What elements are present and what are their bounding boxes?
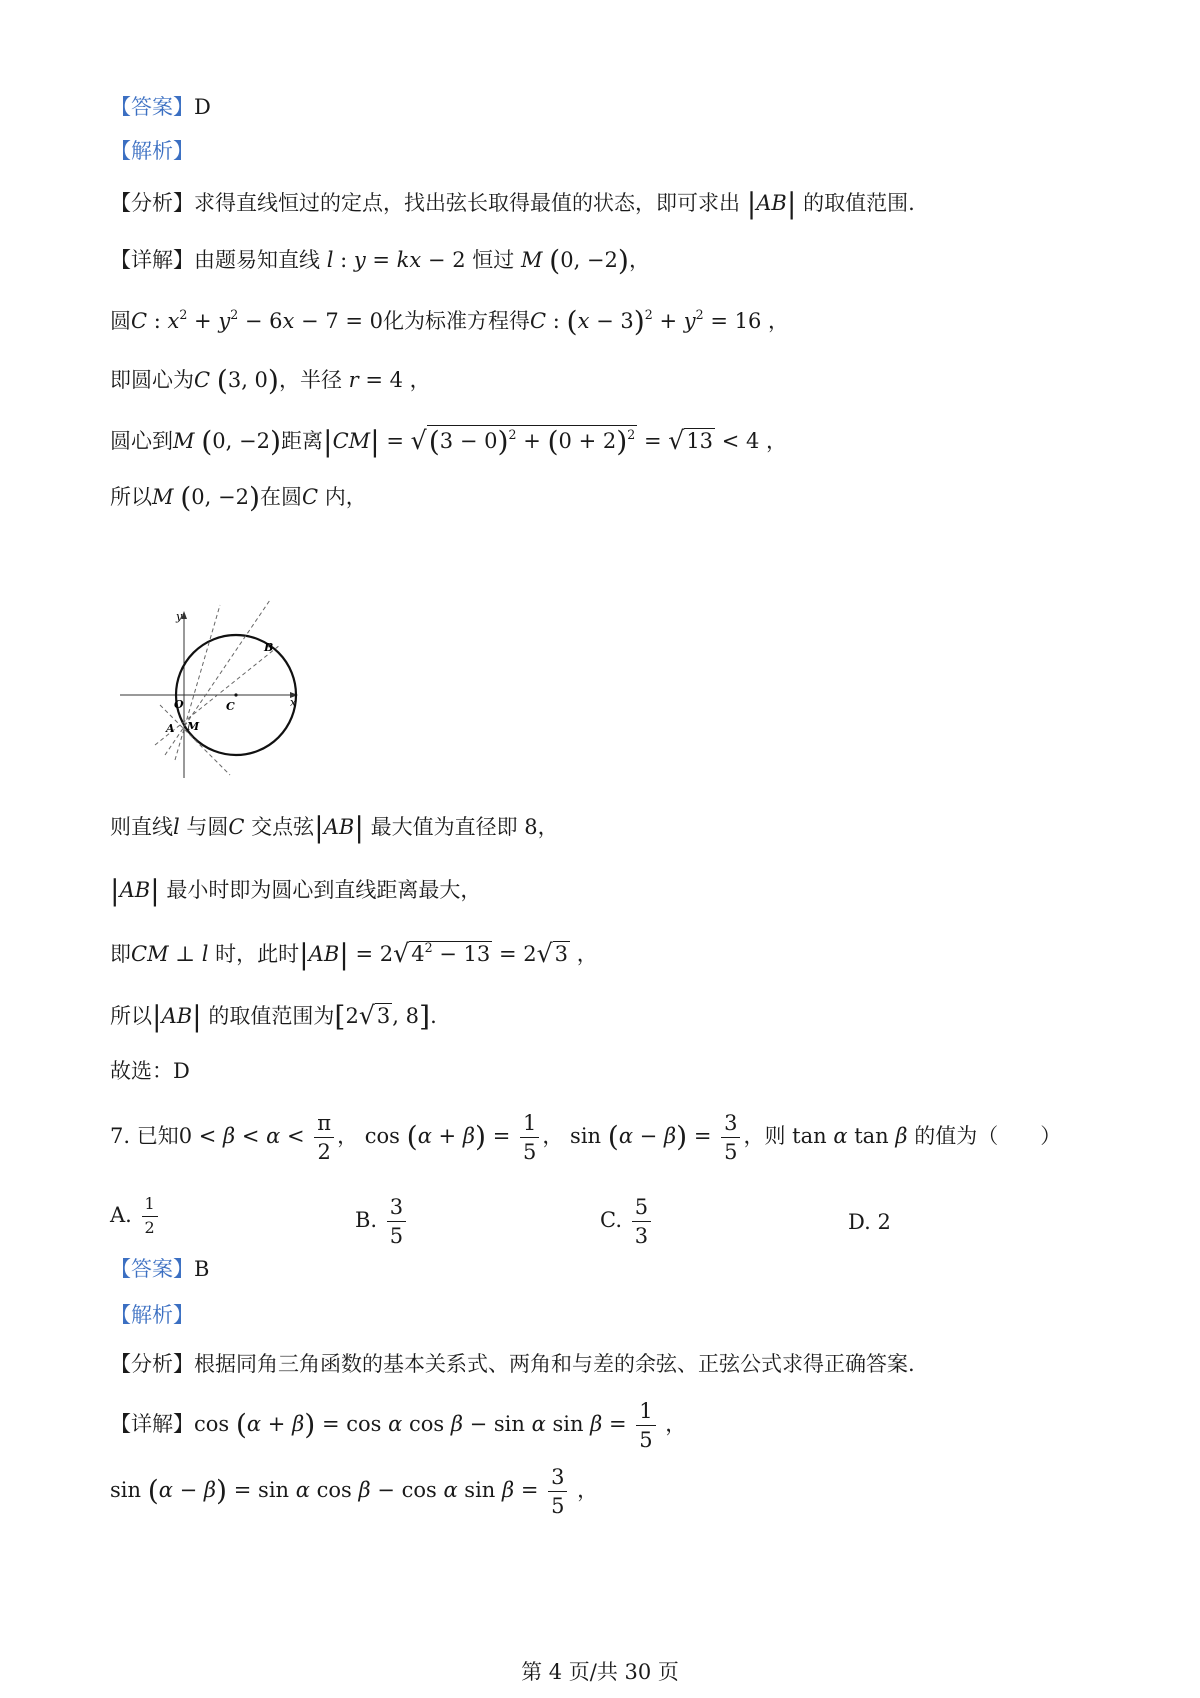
label-b: B xyxy=(264,641,274,654)
point-m-2: M (0, −2) xyxy=(173,425,281,458)
q7-sin-expansion: sin (α − β) = sin α cos β − cos α sin β = $\frac{3}{5}$ ， xyxy=(110,1465,599,1519)
q6-perp-text-2: 时，此时 xyxy=(215,942,300,966)
q6-max-line: 则直线l 与圆C 交点弦|AB| 最大值为直径即 8， xyxy=(110,811,559,844)
line-l-eq: l : y = kx − 2 xyxy=(326,248,466,272)
q6-distance-line xyxy=(110,425,787,456)
q6-dist-text-2: 距离 xyxy=(281,429,323,453)
q7-option-a: A. $\frac{1}{2}$ xyxy=(110,1196,161,1237)
q6-min-text: 最小时即为圆心到直线距离最大， xyxy=(166,878,482,902)
q6-circle-line xyxy=(110,305,789,338)
fenxi-tag-2: 【分析】 xyxy=(110,1352,194,1376)
q7-option-c: C. $\frac{5}{3}$ xyxy=(600,1196,654,1247)
analysis-tag: 【解析】 xyxy=(110,139,194,163)
q7-option-c-label: C. xyxy=(600,1208,622,1233)
circle-diagram xyxy=(120,600,330,795)
point-m: M (0, −2)， xyxy=(520,244,650,277)
q6-inside-text-2: 在圆 xyxy=(260,485,302,509)
q6-detail-text: 由题易知直线 xyxy=(194,248,320,272)
label-x: x xyxy=(290,696,297,709)
q6-detail-text-2: 恒过 xyxy=(472,248,515,272)
q6-range-text: 所以 xyxy=(110,1004,152,1028)
min-chord-formula: $|AB| = 2√4^2 - 13 = 2√3$ ， xyxy=(299,938,598,971)
q7-target-expr: tan α tan β xyxy=(792,1124,908,1149)
center-dot xyxy=(234,693,237,696)
q7-option-a-label: A. xyxy=(110,1202,132,1227)
q6-perp-text: 即 xyxy=(110,942,131,966)
q7-fenxi-line xyxy=(110,1354,915,1375)
q7-fenxi-text: 根据同角三角函数的基本关系式、两角和与差的余弦、正弦公式求得正确答案. xyxy=(194,1352,915,1376)
q6-min-line: |AB| 最小时即为圆心到直线距离最大， xyxy=(110,874,482,907)
q7-option-d-label: D. 2 xyxy=(848,1210,891,1234)
q6-circle-text-2: 化为标准方程得 xyxy=(383,309,530,333)
label-c: C xyxy=(226,700,235,713)
range-interval: [2√3, 8]. xyxy=(334,1000,437,1033)
radius: r = 4 ， xyxy=(348,368,431,392)
q6-range-line: 所以|AB| 的取值范围为[2√3, 8]. xyxy=(110,1000,437,1033)
label-y: y xyxy=(176,610,183,623)
q6-circle-text: 圆 xyxy=(110,309,131,333)
q6-center-text-2: ，半径 xyxy=(278,368,342,392)
q6-choose-line xyxy=(110,1061,190,1082)
label-a: A xyxy=(166,722,175,735)
q6-max-text: 则直线 xyxy=(110,815,173,839)
q7-option-b: B. $\frac{3}{5}$ xyxy=(355,1196,409,1247)
dashed-line-2 xyxy=(175,605,220,760)
q6-range-text-2: 的取值范围为 xyxy=(208,1004,335,1028)
distance-formula: $|CM| = √(3 - 0)^2 + (0 + 2)^2 = √13 < 4$ ， xyxy=(323,425,788,458)
page-footer: 第 4 页/共 30 页 xyxy=(521,1660,679,1684)
point-m-3: M (0, −2) xyxy=(152,481,260,514)
q6-center-text: 即圆心为 xyxy=(110,368,194,392)
q6-max-text-2: 与圆 xyxy=(186,815,229,839)
q7-detail-line xyxy=(110,1400,686,1451)
circle-general-eq: C : $x^2 + y^2 - 6x - 7 = 0$ xyxy=(131,307,383,333)
q6-fenxi-text: 求得直线恒过的定点，找出弦长取得最值的状态，即可求出 xyxy=(194,191,740,215)
center-c: C (3, 0) xyxy=(194,364,279,397)
q7-option-b-label: B. xyxy=(355,1208,378,1233)
q6-center-line xyxy=(110,364,431,397)
q7-cos-expansion: cos (α + β) = cos α cos β − sin α sin β = $\frac{1}{5}$ ， xyxy=(194,1399,687,1453)
q6-detail-line xyxy=(110,244,650,277)
q7-answer-line xyxy=(110,1259,209,1280)
q6-max-text-3: 交点弦 xyxy=(251,815,315,839)
q6-choose-text: 故选：D xyxy=(110,1059,190,1083)
q6-inside-text-3: 内， xyxy=(324,485,367,509)
q7-stem-prefix: 7. 已知 xyxy=(110,1124,179,1149)
q7-stem xyxy=(110,1112,1061,1163)
answer-tag: 【答案】 xyxy=(110,95,194,119)
q7-answer-value: B xyxy=(194,1257,210,1281)
q7-sin-given: sin (α − β) = $\frac{3}{5}$ ， xyxy=(570,1111,765,1165)
dashed-line-1 xyxy=(165,600,270,755)
q7-option-d xyxy=(848,1210,891,1234)
q6-answer-value: D xyxy=(194,95,211,119)
q7-sin-line xyxy=(110,1466,598,1517)
detail-tag-2: 【详解】 xyxy=(110,1412,194,1437)
label-o: O xyxy=(174,698,184,711)
dashed-line-4 xyxy=(160,705,230,775)
q6-inside-line: 所以M (0, −2)在圆C 内， xyxy=(110,481,367,514)
answer-tag-2: 【答案】 xyxy=(110,1257,194,1281)
q6-answer-line xyxy=(110,97,211,118)
label-m: M xyxy=(187,720,200,733)
q7-analysis-heading xyxy=(110,1305,194,1326)
circle-standard-eq: C : $(x - 3)^2 + y^2 = 16$ ， xyxy=(530,305,789,338)
q7-condition: 0 < β < α < $\frac{\pi}{2}$ ， xyxy=(178,1111,359,1165)
q6-dist-text: 圆心到 xyxy=(110,429,173,453)
ab-abs: |AB| xyxy=(746,187,797,220)
detail-tag: 【详解】 xyxy=(110,248,194,272)
q6-analysis-heading xyxy=(110,141,194,162)
q6-perp-line: 即CM ⊥ l 时，此时$|AB| = 2√4^2 - 13 = 2√3$ ， xyxy=(110,938,598,971)
q6-fenxi-line xyxy=(110,187,915,220)
fenxi-tag: 【分析】 xyxy=(110,191,194,215)
q7-stem-suffix: 的值为（ ） xyxy=(914,1124,1062,1149)
q6-inside-text: 所以 xyxy=(110,485,152,509)
analysis-tag-2: 【解析】 xyxy=(110,1303,194,1327)
q7-stem-mid: 则 xyxy=(764,1124,786,1149)
q7-cos-given: cos (α + β) = $\frac{1}{5}$ ， xyxy=(364,1111,564,1165)
q6-fenxi-text-2: 的取值范围. xyxy=(803,191,915,215)
q6-max-text-4: 最大值为直径即 8， xyxy=(370,815,559,839)
circle-diagram-svg xyxy=(120,600,330,790)
